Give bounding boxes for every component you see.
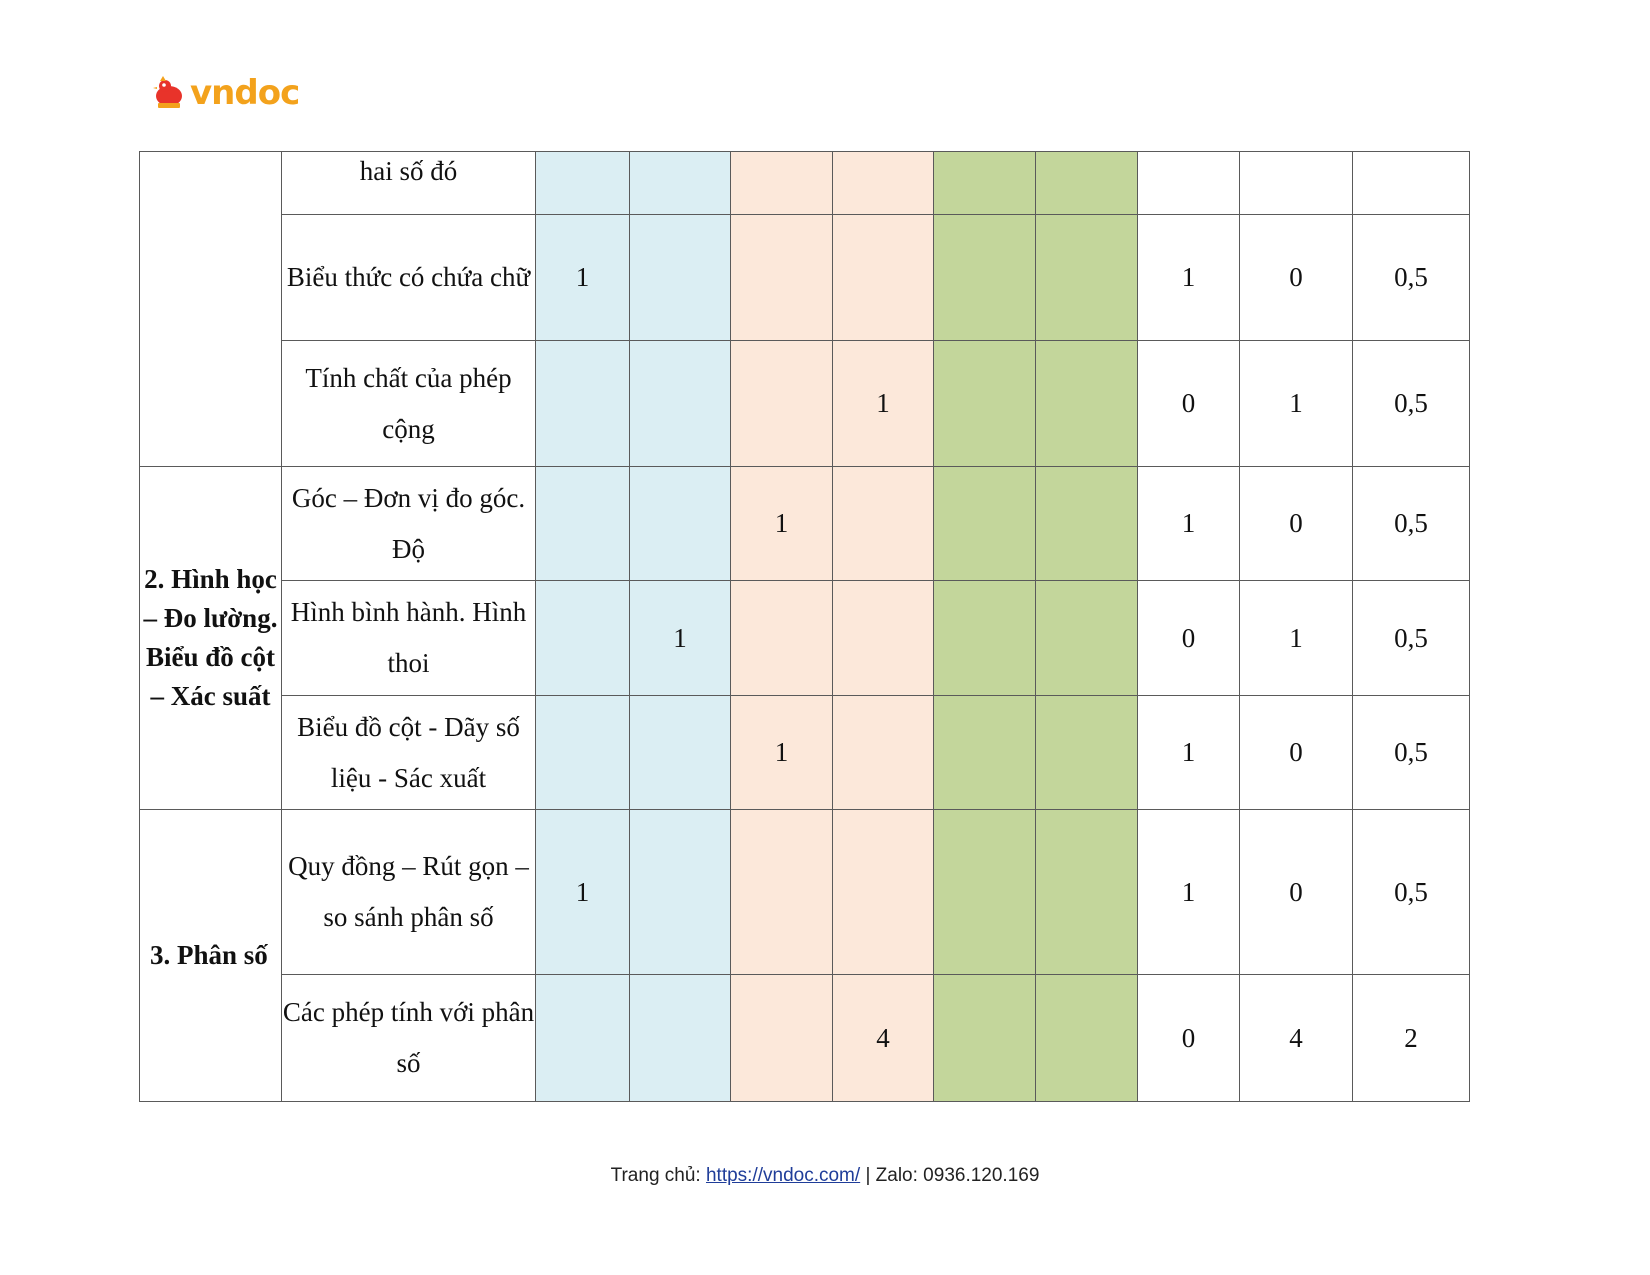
score-cell <box>1353 152 1470 215</box>
level-cell <box>1036 467 1138 581</box>
table-row <box>140 581 1470 696</box>
level-cell <box>630 467 731 581</box>
level-cell <box>536 341 630 467</box>
level-cell <box>536 975 630 1102</box>
topic-cell: Các phép tính với phân số <box>282 975 536 1102</box>
level-cell <box>934 810 1036 975</box>
table-row <box>140 341 1470 467</box>
score-cell: 0,5 <box>1353 696 1470 810</box>
assessment-matrix-table <box>139 151 1470 1102</box>
total-cell: 1 <box>1240 581 1353 696</box>
total-cell: 1 <box>1138 810 1240 975</box>
level-cell <box>1036 215 1138 341</box>
total-cell: 4 <box>1240 975 1353 1102</box>
total-cell: 0 <box>1138 975 1240 1102</box>
level-cell <box>536 467 630 581</box>
score-cell: 0,5 <box>1353 581 1470 696</box>
table-row <box>140 152 1470 215</box>
level-cell <box>731 341 833 467</box>
topic-cell: Quy đồng – Rút gọn – so sánh phân số <box>282 810 536 975</box>
level-cell <box>731 152 833 215</box>
level-cell <box>731 810 833 975</box>
score-cell: 0,5 <box>1353 810 1470 975</box>
level-cell <box>630 152 731 215</box>
topic-cell: Biểu đồ cột - Dãy số liệu - Sác xuất <box>282 696 536 810</box>
level-cell: 1 <box>536 215 630 341</box>
total-cell: 0 <box>1240 810 1353 975</box>
level-cell <box>1036 581 1138 696</box>
level-cell <box>630 696 731 810</box>
score-cell: 0,5 <box>1353 215 1470 341</box>
level-cell <box>630 341 731 467</box>
table-row <box>140 810 1470 975</box>
level-cell <box>934 467 1036 581</box>
score-cell: 0,5 <box>1353 341 1470 467</box>
page-footer <box>0 1165 1650 1187</box>
level-cell <box>731 215 833 341</box>
level-cell <box>731 581 833 696</box>
level-cell <box>934 975 1036 1102</box>
total-cell: 1 <box>1138 696 1240 810</box>
category-cell <box>140 152 282 467</box>
total-cell: 0 <box>1240 467 1353 581</box>
level-cell <box>934 215 1036 341</box>
level-cell <box>833 152 934 215</box>
topic-cell: Hình bình hành. Hình thoi <box>282 581 536 696</box>
vndoc-logo <box>152 73 300 113</box>
score-cell: 0,5 <box>1353 467 1470 581</box>
level-cell <box>833 215 934 341</box>
topic-cell: Biểu thức có chứa chữ <box>282 215 536 341</box>
table-row <box>140 467 1470 581</box>
total-cell: 0 <box>1138 341 1240 467</box>
level-cell <box>934 581 1036 696</box>
level-cell: 1 <box>536 810 630 975</box>
level-cell <box>833 810 934 975</box>
total-cell <box>1240 152 1353 215</box>
total-cell: 0 <box>1138 581 1240 696</box>
level-cell <box>1036 696 1138 810</box>
level-cell <box>536 696 630 810</box>
total-cell: 1 <box>1138 215 1240 341</box>
table-row <box>140 975 1470 1102</box>
logo-wordmark: vndoc <box>190 73 300 113</box>
level-cell: 1 <box>833 341 934 467</box>
topic-cell: Tính chất của phép cộng <box>282 341 536 467</box>
level-cell <box>1036 975 1138 1102</box>
footer-prefix: Trang chủ: <box>610 1165 706 1186</box>
level-cell <box>833 581 934 696</box>
level-cell <box>934 696 1036 810</box>
level-cell: 1 <box>731 696 833 810</box>
category-cell: 3. Phân số <box>140 810 282 1102</box>
topic-cell: Góc – Đơn vị đo góc. Độ <box>282 467 536 581</box>
level-cell <box>833 696 934 810</box>
level-cell <box>1036 810 1138 975</box>
level-cell <box>1036 152 1138 215</box>
total-cell: 0 <box>1240 215 1353 341</box>
homepage-link[interactable]: https://vndoc.com/ <box>705 1165 861 1186</box>
level-cell: 1 <box>731 467 833 581</box>
level-cell <box>934 152 1036 215</box>
total-cell: 0 <box>1240 696 1353 810</box>
chicken-mascot-icon <box>152 76 186 110</box>
category-cell: 2. Hình học – Đo lường. Biểu đồ cột – Xác suất <box>140 467 282 810</box>
total-cell: 1 <box>1240 341 1353 467</box>
level-cell: 1 <box>630 581 731 696</box>
level-cell <box>630 810 731 975</box>
level-cell <box>536 152 630 215</box>
table-row <box>140 696 1470 810</box>
footer-contact: | Zalo: 0936.120.169 <box>860 1165 1040 1186</box>
total-cell: 1 <box>1138 467 1240 581</box>
level-cell <box>1036 341 1138 467</box>
topic-cell: hai số đó <box>282 152 536 215</box>
level-cell <box>934 341 1036 467</box>
level-cell <box>833 467 934 581</box>
level-cell <box>630 975 731 1102</box>
score-cell: 2 <box>1353 975 1470 1102</box>
total-cell <box>1138 152 1240 215</box>
level-cell <box>731 975 833 1102</box>
level-cell <box>536 581 630 696</box>
level-cell: 4 <box>833 975 934 1102</box>
level-cell <box>630 215 731 341</box>
table-row <box>140 215 1470 341</box>
